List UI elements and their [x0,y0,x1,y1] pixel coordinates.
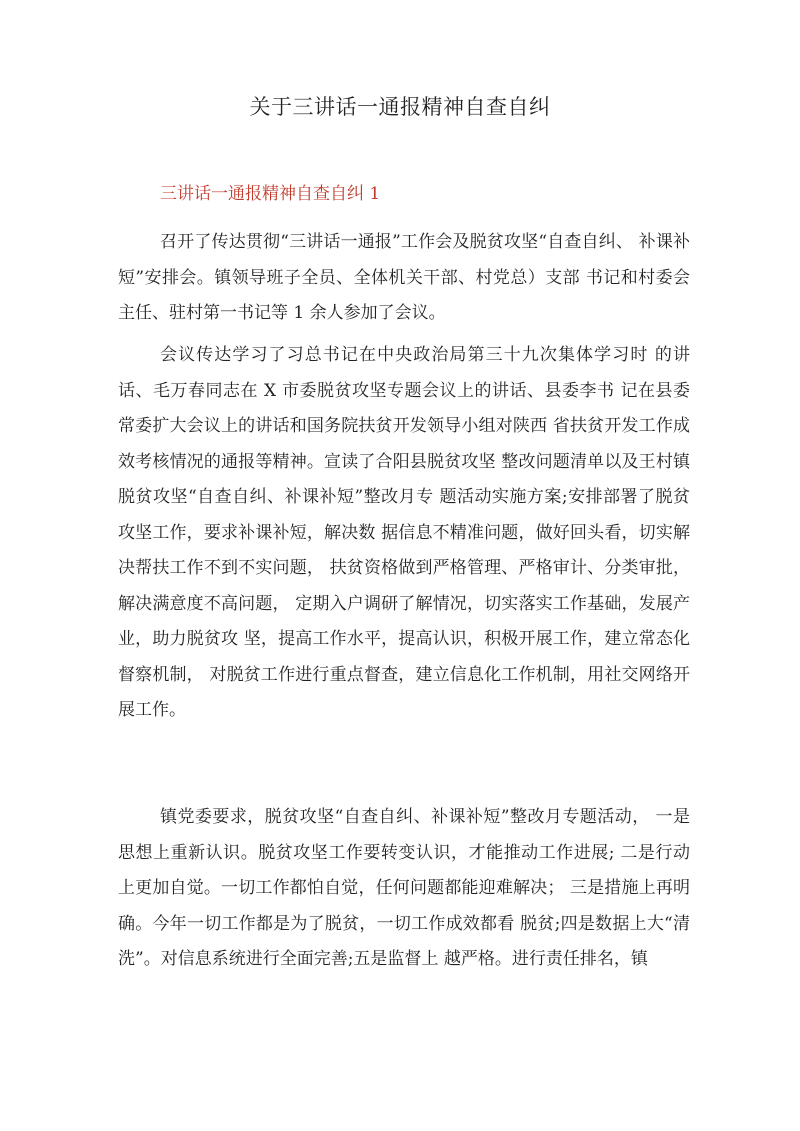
paragraph-3: 镇党委要求，脱贫攻坚“自查自纠、补课补短”整改月专题活动， 一是思想上重新认识。脱贫攻坚工作要转变认识，才能推动工作进展; 二是行动上更加自觉。一切工作都怕自觉，任何问题都能迎难解决； 三是措施上再明确。今年一切工作都是为了脱贫，一切工作成效都看 脱贫;四是数据上大“清洗”。对信息系统进行全面完善;五是监督上 越严格。进行责任排名，镇 [118,807,690,969]
paragraph-1: 召开了传达贯彻“三讲话一通报”工作会及脱贫攻坚“自查自纠、 补课补短”安排会。镇领导班子全员、全体机关干部、村党总）支部 书记和村委会主任、驻村第一书记等 1 余人参加了会议。 [118,232,690,323]
section-heading: 三讲话一通报精神自查自纠 1 [160,184,381,204]
document-title: 关于三讲话一通报精神自查自纠 [249,95,551,119]
paragraph-2: 会议传达学习了习总书记在中央政治局第三十九次集体学习时 的讲话、毛万春同志在 X 市委脱贫攻坚专题会议上的讲话、县委李书 记在县委常委扩大会议上的讲话和国务院扶贫开发领导小组对陕西 省扶贫开发工作成效考核情况的通报等精神。宣读了合阳县脱贫攻坚 整改问题清单以及王村镇脱贫攻坚“自查自纠、补课补短”整改月专 题活动实施方案;安排部署了脱贫攻坚工作，要求补课补短，解决数 据信息不精准问题，做好回头看，切实解决帮扶工作不到不实问题， 扶贫资格做到严格管理、严格审计、分类审批，解决满意度不高问题， 定期入户调研了解情况，切实落实工作基础，发展产业，助力脱贫攻 坚，提高工作水平，提高认识，积极开展工作，建立常态化督察机制， 对脱贫工作进行重点督查，建立信息化工作机制，用社交网络开展工作。 [118,345,690,720]
